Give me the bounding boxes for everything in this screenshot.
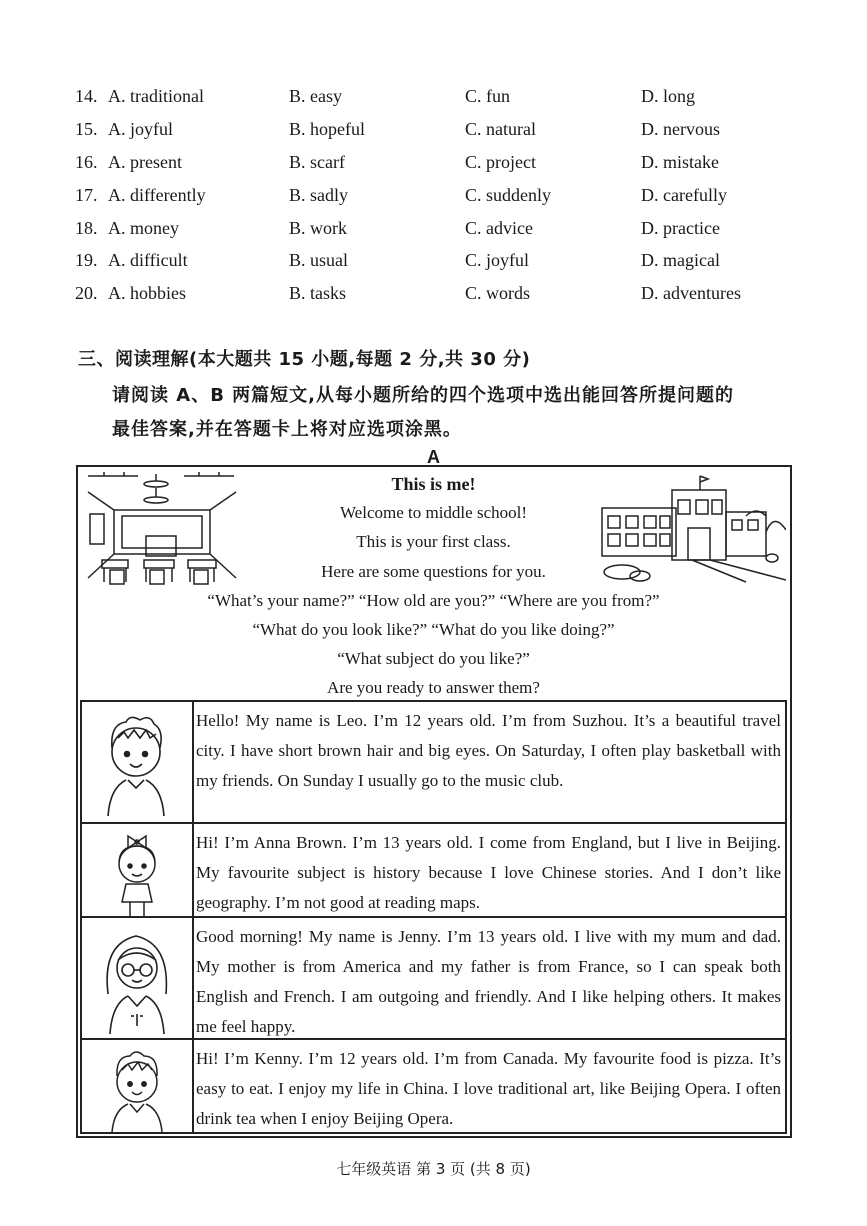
option-row [0, 250, 867, 280]
girl-with-glasses-avatar-icon [96, 924, 178, 1036]
passage-label: A [427, 447, 440, 467]
question-number: 17. [75, 185, 98, 205]
option-a: A. difficult [108, 250, 188, 270]
option-row [0, 283, 867, 313]
option-a: A. present [108, 152, 182, 172]
page-footer: 七年级英语 第 3 页 (共 8 页) [336, 1160, 531, 1178]
profile-row-leo [80, 700, 787, 824]
question-number: 20. [75, 283, 98, 303]
boy-with-spiky-hair-avatar-icon [102, 1044, 172, 1134]
option-a: A. differently [108, 185, 206, 205]
option-c: C. natural [465, 119, 536, 139]
avatar-cell [82, 702, 194, 822]
option-b: B. easy [289, 86, 342, 106]
intro-line: “What’s your name?” “How old are you?” “Where are you from?” [207, 591, 660, 610]
question-number: 18. [75, 218, 98, 238]
intro-line: “What do you look like?” “What do you like doing?” [252, 620, 615, 639]
profile-row-anna [80, 822, 787, 918]
option-d: D. practice [641, 218, 720, 238]
option-row [0, 218, 867, 248]
option-d: D. magical [641, 250, 720, 270]
option-c: C. advice [465, 218, 533, 238]
profile-text: Hi! I’m Anna Brown. I’m 13 years old. I come from England, but I live in Beijing. My favourite subject is history because I love Chinese stories. And I don’t like geography. I’m not good at reading maps. [196, 833, 781, 912]
option-b: B. usual [289, 250, 349, 270]
option-d: D. carefully [641, 185, 727, 205]
option-c: C. fun [465, 86, 510, 106]
section-instruction-line-2: 最佳答案,并在答题卡上将对应选项涂黑。 [112, 419, 462, 440]
option-a: A. hobbies [108, 283, 186, 303]
option-d: D. mistake [641, 152, 719, 172]
option-d: D. nervous [641, 119, 720, 139]
boy-avatar-icon [96, 708, 176, 818]
intro-line: “What subject do you like?” [337, 649, 530, 668]
section-instruction-line-1: 请阅读 A、B 两篇短文,从每小题所给的四个选项中选出能回答所提问题的 [112, 385, 735, 406]
option-a: A. money [108, 218, 179, 238]
option-c: C. joyful [465, 250, 530, 270]
intro-line: Are you ready to answer them? [327, 678, 540, 697]
option-a: A. joyful [108, 119, 173, 139]
option-c: C. project [465, 152, 536, 172]
question-number: 15. [75, 119, 98, 139]
option-row [0, 86, 867, 116]
option-row [0, 152, 867, 182]
option-b: B. tasks [289, 283, 347, 303]
avatar-cell [82, 1040, 194, 1132]
section-heading: 三、阅读理解(本大题共 15 小题,每题 2 分,共 30 分) [78, 349, 531, 370]
question-number: 14. [75, 86, 98, 106]
option-b: B. scarf [289, 152, 345, 172]
profile-text: Good morning! My name is Jenny. I’m 13 years old. I live with my mum and dad. My mother is from America and my father is from France, so I can speak both English and French. I am outgoing and friendly. And I like helping others. It makes me feel happy. [196, 927, 781, 1036]
profile-row-jenny [80, 916, 787, 1040]
option-b: B. hopeful [289, 119, 365, 139]
avatar-cell [82, 824, 194, 916]
profile-row-kenny [80, 1038, 787, 1134]
question-number: 16. [75, 152, 98, 172]
option-d: D. adventures [641, 283, 741, 303]
profile-text: Hello! My name is Leo. I’m 12 years old. I’m from Suzhou. It’s a beautiful travel city. I have short brown hair and big eyes. On Saturday, I often play basketball with my friends. On Sunday I usually go to the music club. [196, 711, 781, 790]
option-b: B. work [289, 218, 347, 238]
intro-line: Here are some questions for you. [321, 562, 546, 581]
intro-line: Welcome to middle school! [340, 503, 527, 522]
intro-line: This is your first class. [356, 532, 511, 551]
passage-title: This is me! [391, 474, 476, 494]
option-row [0, 185, 867, 215]
option-c: C. words [465, 283, 531, 303]
question-number: 19. [75, 250, 98, 270]
avatar-cell [82, 918, 194, 1038]
profile-text: Hi! I’m Kenny. I’m 12 years old. I’m from Canada. My favourite food is pizza. It’s easy to eat. I enjoy my life in China. I love traditional art, like Beijing Opera. I often drink tea when I enjoy Beijing Opera. [196, 1049, 781, 1128]
option-c: C. suddenly [465, 185, 552, 205]
option-a: A. traditional [108, 86, 204, 106]
option-b: B. sadly [289, 185, 349, 205]
option-d: D. long [641, 86, 695, 106]
option-row [0, 119, 867, 149]
girl-with-bow-avatar-icon [104, 828, 170, 918]
